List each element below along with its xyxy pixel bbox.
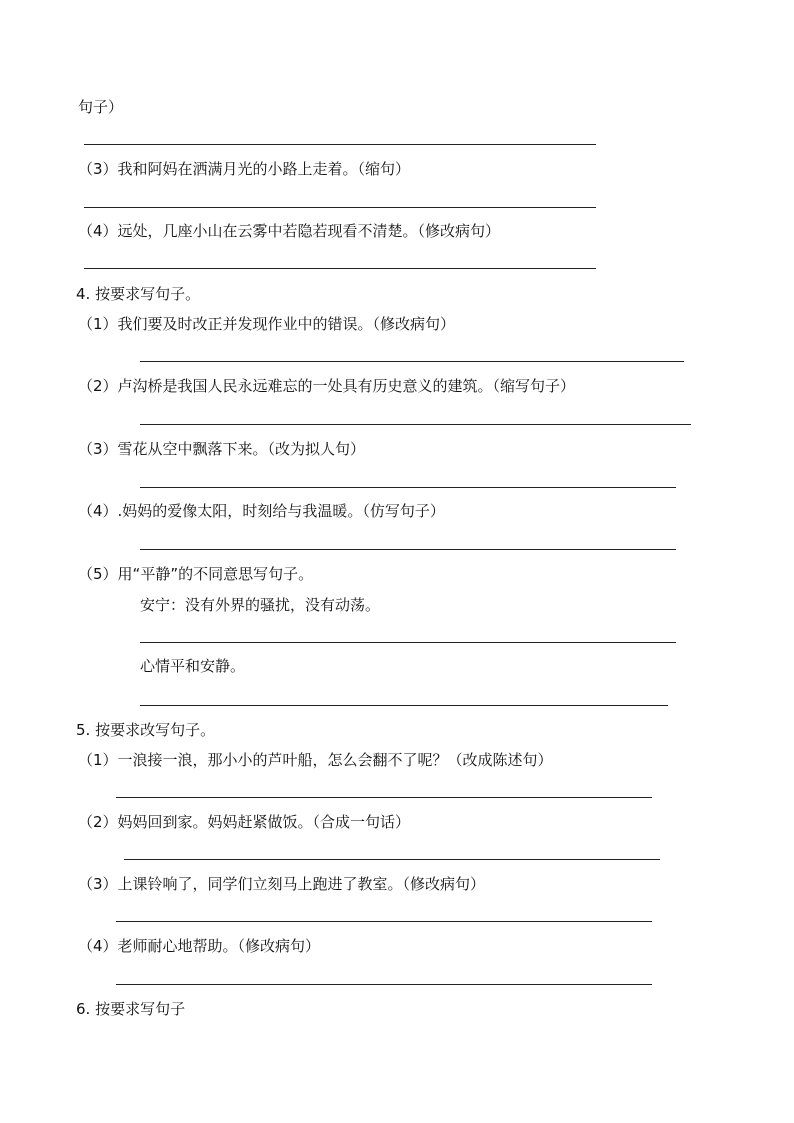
- answer-line[interactable]: [140, 424, 691, 425]
- question-4-5-meaning-a: 安宁：没有外界的骚扰，没有动荡。: [140, 596, 381, 614]
- question-5-4: （4）老师耐心地帮助。（修改病句）: [78, 937, 321, 955]
- question-4-5: （5）用“平静”的不同意思写句子。: [78, 565, 314, 583]
- question-4-2: （2）卢沟桥是我国人民永远难忘的一处具有历史意义的建筑。（缩写句子）: [78, 377, 576, 395]
- answer-line[interactable]: [140, 361, 684, 362]
- question-5-2: （2）妈妈回到家。妈妈赶紧做饭。（合成一句话）: [78, 813, 411, 831]
- text-line: 句子）: [78, 98, 124, 116]
- question-5-3: （3）上课铃响了，同学们立刻马上跑进了教室。（修改病句）: [78, 875, 486, 893]
- answer-line[interactable]: [116, 921, 652, 922]
- answer-line[interactable]: [140, 487, 676, 488]
- question-5-1: （1）一浪接一浪，那小小的芦叶船，怎么会翻不了呢？（改成陈述句）: [78, 751, 553, 769]
- answer-line[interactable]: [84, 144, 596, 145]
- section-4-title: 4. 按要求写句子。: [76, 285, 201, 303]
- answer-line[interactable]: [116, 797, 652, 798]
- answer-line[interactable]: [140, 549, 676, 550]
- question-4-4: （4）.妈妈的爱像太阳，时刻给与我温暖。（仿写句子）: [78, 502, 445, 520]
- answer-line[interactable]: [84, 207, 596, 208]
- question-4-5-meaning-b: 心情平和安静。: [140, 657, 246, 675]
- question-3-3: （3）我和阿妈在洒满月光的小路上走着。（缩句）: [78, 160, 411, 178]
- answer-line[interactable]: [84, 268, 596, 269]
- question-4-1: （1）我们要及时改正并发现作业中的错误。（修改病句）: [78, 315, 456, 333]
- answer-line[interactable]: [140, 642, 676, 643]
- section-5-title: 5. 按要求改写句子。: [76, 721, 216, 739]
- question-3-4: （4）远处，几座小山在云雾中若隐若现看不清楚。（修改病句）: [78, 222, 501, 240]
- answer-line[interactable]: [140, 705, 668, 706]
- section-6-title: 6. 按要求写句子: [76, 1000, 186, 1018]
- answer-line[interactable]: [124, 859, 660, 860]
- answer-line[interactable]: [116, 984, 652, 985]
- question-4-3: （3）雪花从空中飘落下来。（改为拟人句）: [78, 440, 366, 458]
